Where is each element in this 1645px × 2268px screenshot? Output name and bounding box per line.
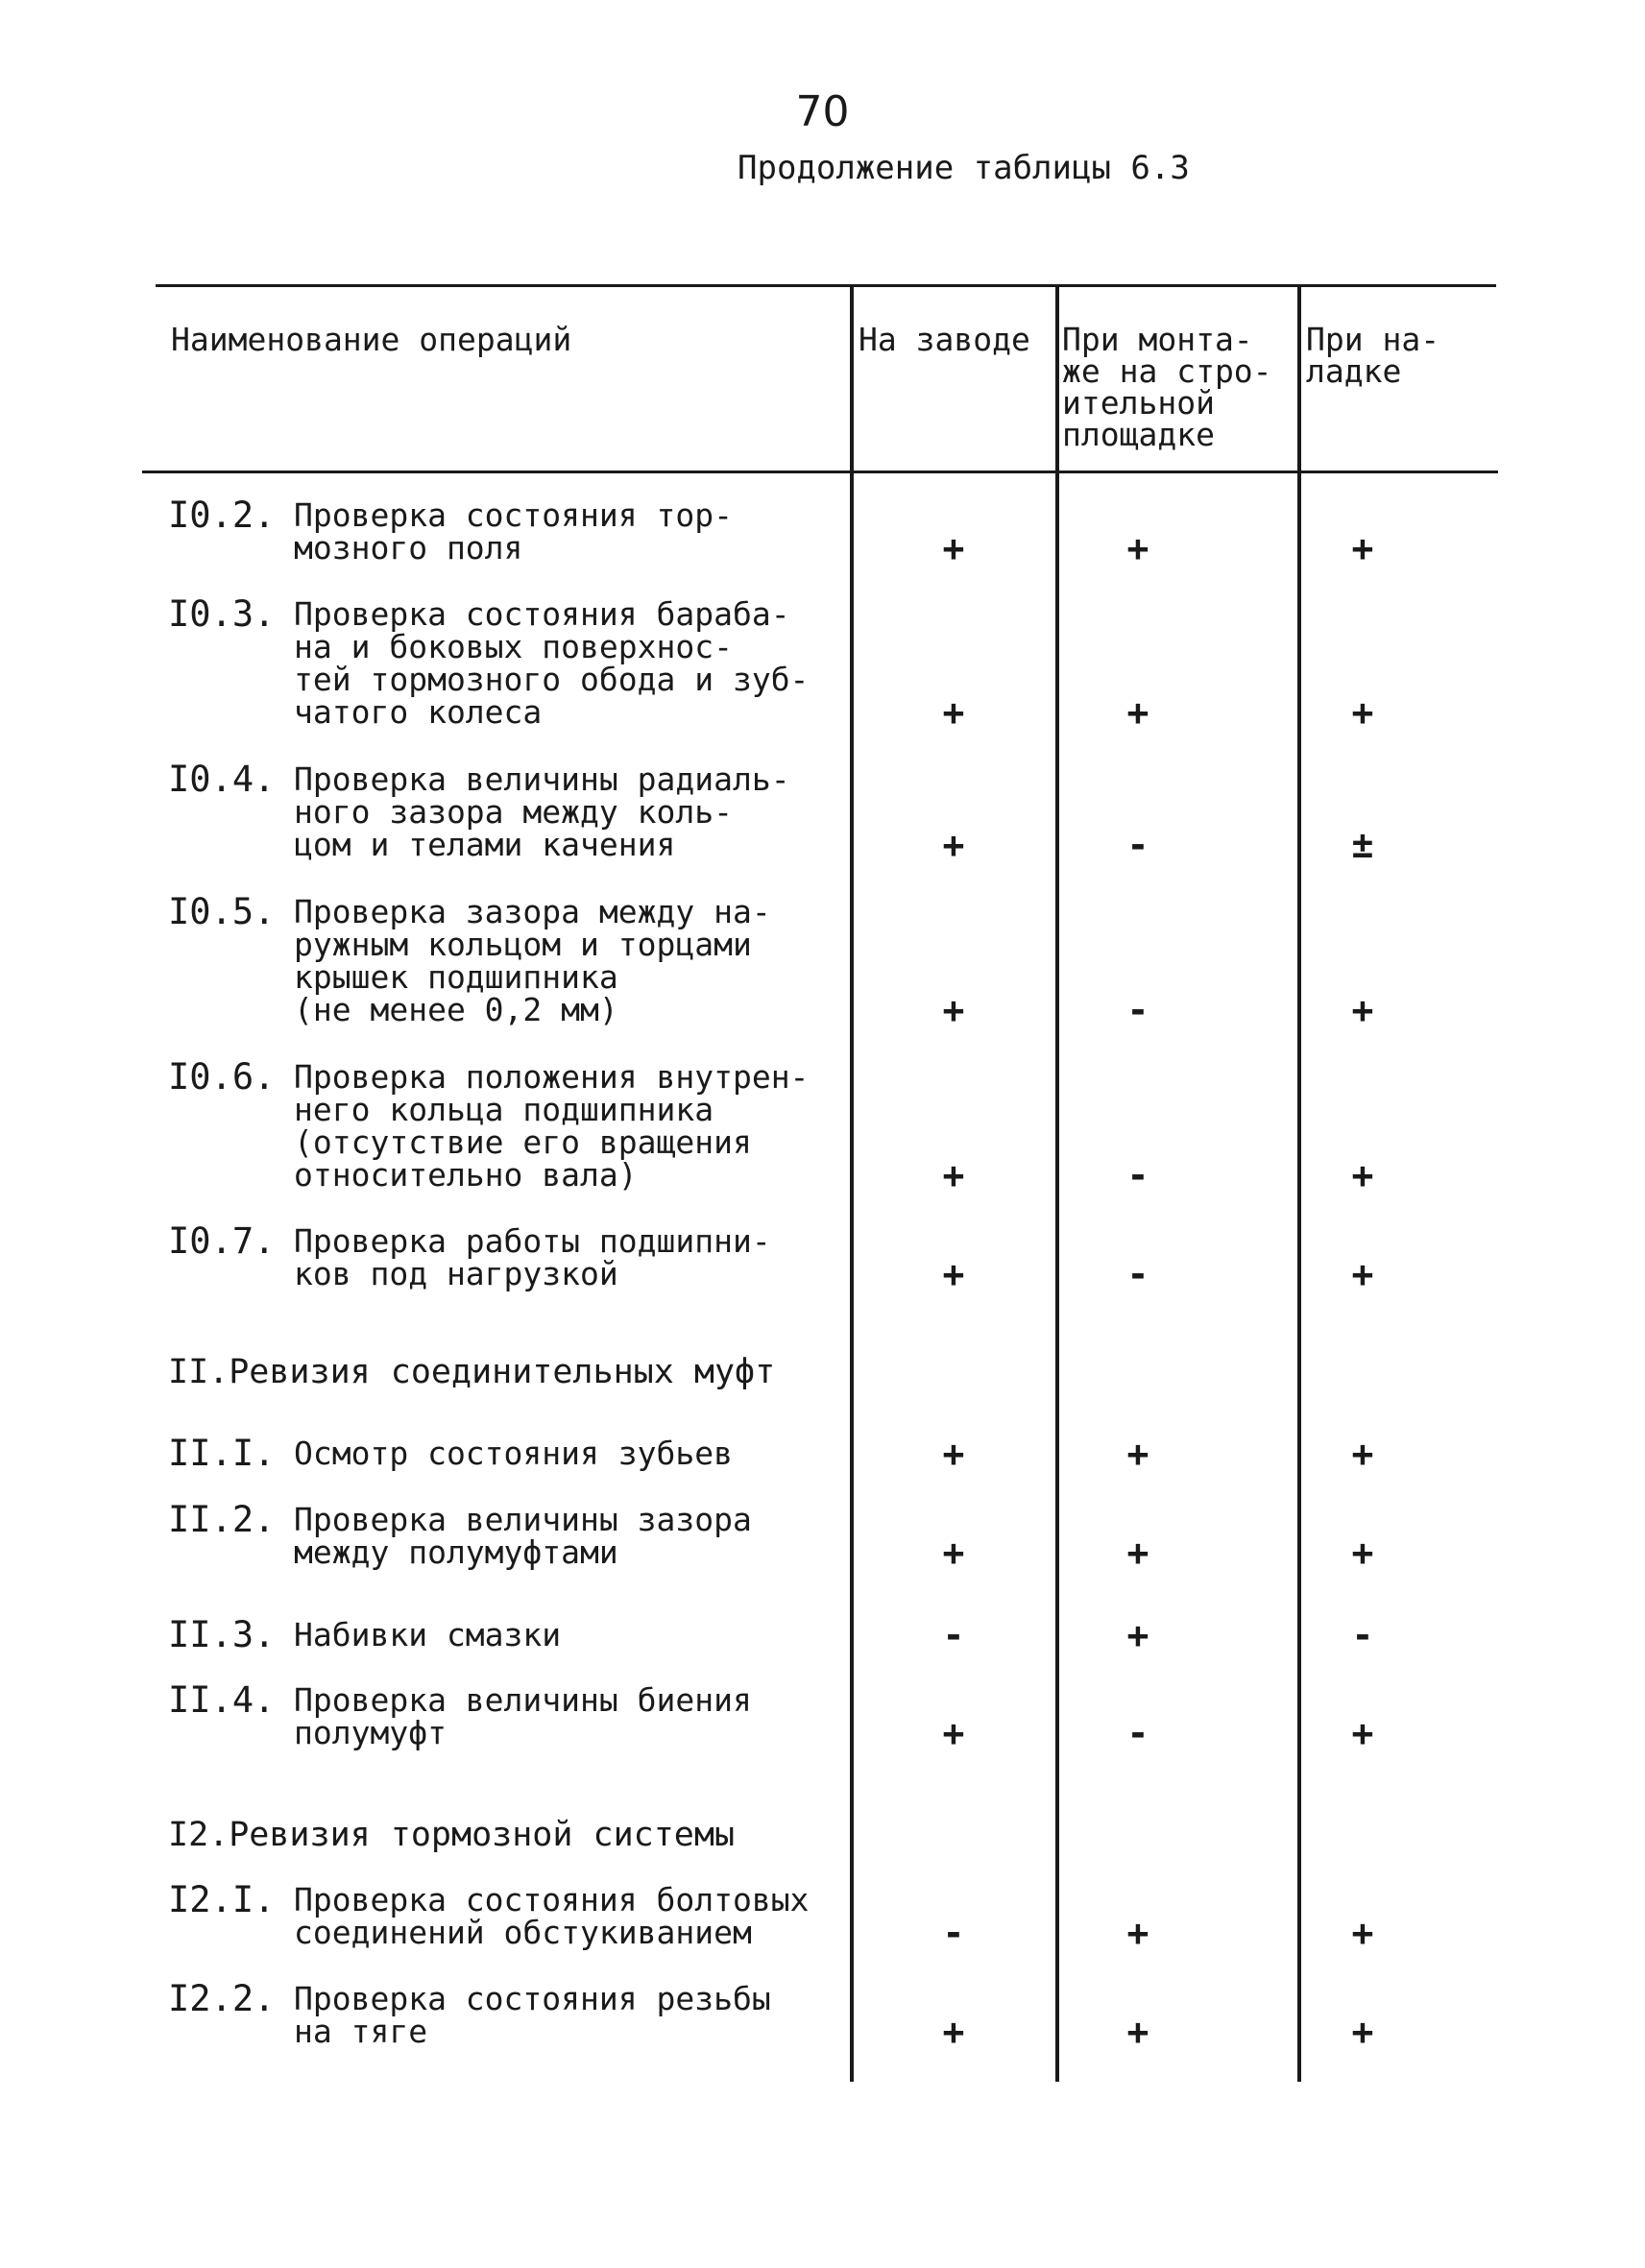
operation-text: Проверка зазора между на- ружным кольцом и торцами крышек подшипника (не менее 0,2 мм) [294,893,771,1028]
operation-text: Проверка положения внутрен- него кольца подшипника (отсутствие его вращения относительно вала) [294,1058,810,1194]
operation-number: I0.6. [168,1056,276,1098]
installation-mark: + [1126,1614,1149,1656]
factory-mark: + [942,527,965,569]
table-top-rule [156,284,1496,287]
factory-mark: + [942,1712,965,1754]
installation-mark: - [1126,1154,1149,1196]
commissioning-mark: + [1351,1154,1374,1196]
operation-number: I0.7. [168,1220,276,1262]
factory-mark: + [942,824,965,866]
commissioning-mark: + [1351,1912,1374,1954]
installation-mark: + [1126,2011,1149,2053]
factory-mark: + [942,691,965,734]
commissioning-mark: + [1351,1532,1374,1574]
commissioning-mark: + [1351,2011,1374,2053]
installation-mark: + [1126,527,1149,569]
commissioning-mark: - [1351,1614,1374,1656]
installation-mark: + [1126,1433,1149,1475]
operation-text: Проверка состояния резьбы на тяге [294,1980,771,2050]
operation-text: Проверка величины биения полумуфт [294,1681,752,1751]
commissioning-mark: + [1351,1712,1374,1754]
installation-mark: + [1126,1912,1149,1954]
header-bottom-rule [142,470,1498,473]
header-factory: На заводе [859,321,1030,358]
installation-mark: + [1126,691,1149,734]
commissioning-mark: + [1351,1433,1374,1475]
continuation-title: Продолжение таблицы 6.3 [738,149,1190,187]
operation-number: II.4. [168,1679,276,1721]
operation-number: II.2. [168,1499,276,1540]
section-title: II.Ревизия соединительных муфт [168,1353,776,1391]
section-title: I2.Ревизия тормозной системы [168,1816,736,1854]
operation-text: Проверка работы подшипни- ков под нагрузкой [294,1222,771,1292]
factory-mark: + [942,2011,965,2053]
operation-number: II.I. [168,1433,276,1474]
column-divider-2 [1055,286,1059,2082]
factory-mark: + [942,1532,965,1574]
operation-text: Проверка состояния тор- мозного поля [294,496,733,567]
operation-number: I0.2. [168,495,276,536]
operation-number: I0.4. [168,759,276,800]
header-installation: При монта- же на стро- ительной площадке [1062,321,1272,453]
operation-number: I2.I. [168,1879,276,1920]
operation-number: II.3. [168,1614,276,1655]
operation-number: I0.5. [168,891,276,932]
operation-number: I2.2. [168,1978,276,2019]
factory-mark: + [942,1253,965,1295]
operation-text: Проверка состояния бараба- на и боковых поверхнос- тей тормозного обода и зуб- чатого колеса [294,595,810,731]
commissioning-mark: + [1351,1253,1374,1295]
header-commissioning: При на- ладке [1306,321,1440,390]
factory-mark: + [942,1433,965,1475]
operation-text: Проверка состояния болтовых соединений обстукиванием [294,1881,810,1951]
installation-mark: - [1126,1712,1149,1754]
installation-mark: + [1126,1532,1149,1574]
operation-number: I0.3. [168,593,276,635]
installation-mark: - [1126,824,1149,866]
factory-mark: + [942,1154,965,1196]
factory-mark: - [942,1912,965,1954]
commissioning-mark: ± [1351,824,1374,866]
column-divider-1 [850,286,854,2082]
column-divider-3 [1297,286,1301,2082]
operation-text: Набивки смазки [294,1616,562,1653]
commissioning-mark: + [1351,691,1374,734]
factory-mark: + [942,989,965,1031]
operation-text: Проверка величины радиаль- ного зазора между коль- цом и телами качения [294,760,790,863]
page-number: 70 [795,87,850,136]
operation-text: Осмотр состояния зубьев [294,1435,733,1472]
factory-mark: - [942,1614,965,1656]
commissioning-mark: + [1351,989,1374,1031]
installation-mark: - [1126,989,1149,1031]
installation-mark: - [1126,1253,1149,1295]
operation-text: Проверка величины зазора между полумуфтами [294,1501,752,1571]
commissioning-mark: + [1351,527,1374,569]
header-operation: Наименование операций [171,321,572,358]
